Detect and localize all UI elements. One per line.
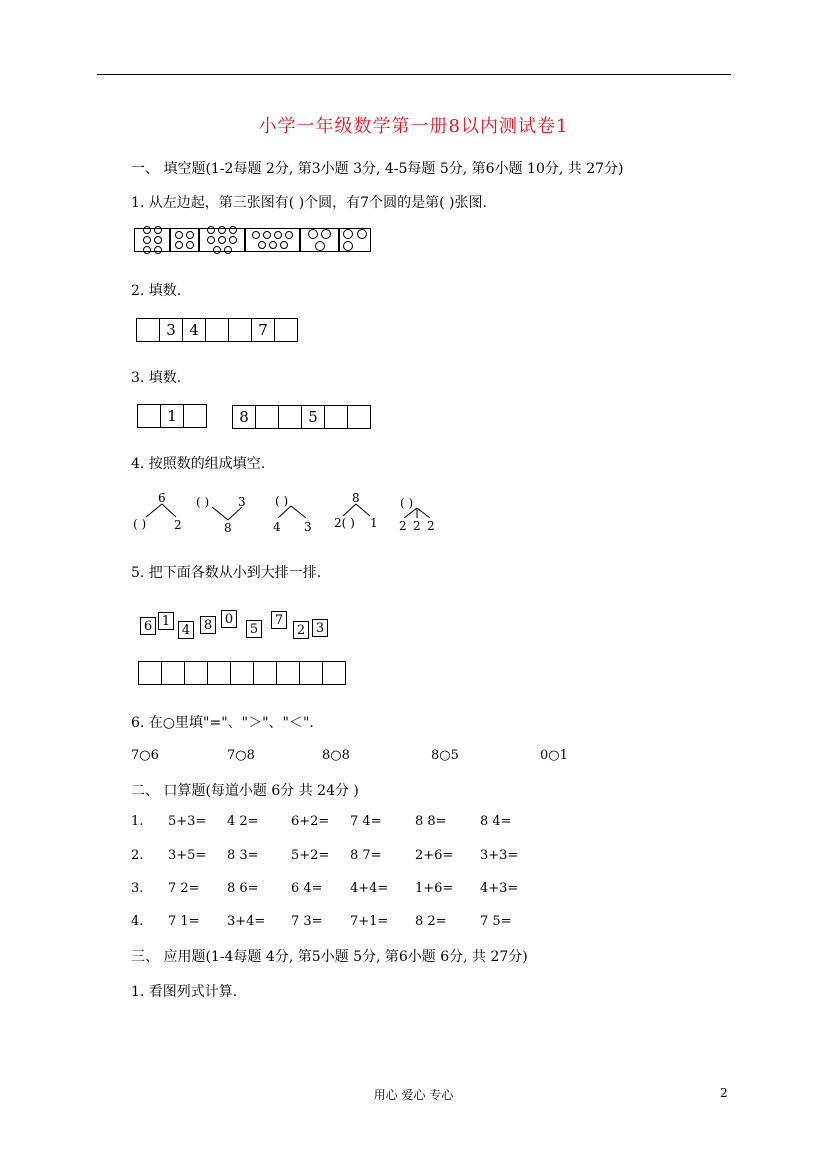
tree-5-left: 2 <box>399 519 407 533</box>
page-footer: 用心 爱心 专心 <box>373 1088 454 1102</box>
answer-cell[interactable] <box>276 661 300 685</box>
dot-card-3 <box>199 228 245 252</box>
calc-problem[interactable]: 3+4= <box>227 914 266 929</box>
header-rule <box>97 74 731 75</box>
calc-problem[interactable]: 3+5= <box>168 848 207 863</box>
answer-cell[interactable] <box>207 661 231 685</box>
answer-cell[interactable] <box>184 661 208 685</box>
tree-5-mid: 2 <box>413 519 421 533</box>
calc-problem[interactable]: 7 5= <box>480 914 512 929</box>
dot-card-2 <box>170 228 199 252</box>
calc-problem[interactable]: 7 4= <box>350 814 382 829</box>
number-cell[interactable]: 4 <box>182 318 206 342</box>
answer-cell[interactable] <box>230 661 254 685</box>
number-cell[interactable]: 8 <box>232 405 256 429</box>
number-card[interactable]: 0 <box>221 610 237 628</box>
number-cell[interactable] <box>205 318 229 342</box>
compare-item[interactable]: 0○1 <box>540 748 568 763</box>
q3-number-row-a <box>137 404 207 428</box>
s3-q1-text: 1. 看图列式计算. <box>131 984 238 1000</box>
number-cell[interactable]: 3 <box>159 318 183 342</box>
calc-problem[interactable]: 6+2= <box>291 814 330 829</box>
tree-1-right: 2 <box>174 518 182 532</box>
tree-3-top: ( ) <box>275 494 289 508</box>
q4-text: 4. 按照数的组成填空. <box>131 456 266 472</box>
calc-problem[interactable]: 7 3= <box>291 914 323 929</box>
calc-row-number: 4. <box>131 914 144 929</box>
answer-cell[interactable] <box>253 661 277 685</box>
calc-problem[interactable]: 8 8= <box>415 814 447 829</box>
number-card[interactable]: 8 <box>200 616 216 634</box>
answer-cell[interactable] <box>161 661 185 685</box>
calc-problem[interactable]: 7+1= <box>350 914 389 929</box>
calc-problem[interactable]: 8 2= <box>415 914 447 929</box>
tree-2-top-left: ( ) <box>196 495 210 509</box>
compare-item[interactable]: 7○6 <box>131 748 159 763</box>
tree-2-bottom: 8 <box>224 521 232 535</box>
calc-problem[interactable]: 5+2= <box>291 848 330 863</box>
tree-3-right: 3 <box>304 520 312 534</box>
calc-problem[interactable]: 5+3= <box>168 814 207 829</box>
q6-text: 6. 在○里填"="、"＞"、"＜". <box>131 715 314 731</box>
calc-problem[interactable]: 2+6= <box>415 848 454 863</box>
dot-card-6 <box>339 228 371 252</box>
calc-problem[interactable]: 8 3= <box>227 848 259 863</box>
number-cell[interactable]: 7 <box>251 318 275 342</box>
compare-item[interactable]: 8○8 <box>322 748 350 763</box>
number-card[interactable]: 2 <box>293 621 309 639</box>
calc-problem[interactable]: 7 2= <box>168 881 200 896</box>
dot-card-4 <box>245 228 300 252</box>
tree-1-left: ( ) <box>133 517 147 531</box>
tree-4-top: 8 <box>352 491 360 505</box>
number-cell[interactable] <box>255 405 279 429</box>
number-cell[interactable]: 5 <box>301 405 325 429</box>
answer-cell[interactable] <box>322 661 346 685</box>
answer-cell[interactable] <box>138 661 162 685</box>
q5-text: 5. 把下面各数从小到大排一排. <box>131 565 322 581</box>
q1-text: 1. 从左边起，第三张图有( )个圆，有7个圆的是第( )张图. <box>131 195 487 211</box>
tree-3-left: 4 <box>273 520 281 534</box>
tree-5-top: ( ) <box>400 496 414 510</box>
number-cell[interactable] <box>228 318 252 342</box>
number-card[interactable]: 6 <box>140 617 156 635</box>
compare-item[interactable]: 7○8 <box>227 748 255 763</box>
number-card[interactable]: 3 <box>312 619 328 637</box>
number-cell[interactable] <box>324 405 348 429</box>
calc-row-number: 3. <box>131 881 144 896</box>
tree-2-top-right: 3 <box>238 495 246 509</box>
q5-answer-row <box>138 661 346 685</box>
number-card[interactable]: 7 <box>271 611 287 629</box>
calc-problem[interactable]: 4+4= <box>350 881 389 896</box>
number-card[interactable]: 4 <box>178 621 194 639</box>
tree-5-right: 2 <box>427 519 435 533</box>
section3-heading: 三、 应用题(1-4每题 4分, 第5小题 5分, 第6小题 6分, 共 27分) <box>131 949 528 965</box>
tree-1 <box>146 504 176 517</box>
calc-problem[interactable]: 8 4= <box>480 814 512 829</box>
number-cell[interactable] <box>137 404 161 428</box>
number-cell[interactable] <box>183 404 207 428</box>
number-cell[interactable] <box>347 405 371 429</box>
dot-card-5 <box>300 228 339 252</box>
number-card[interactable]: 5 <box>246 620 262 638</box>
q2-text: 2. 填数. <box>131 283 182 299</box>
calc-row-number: 1. <box>131 814 144 829</box>
section1-heading: 一、 填空题(1-2每题 2分, 第3小题 3分, 4-5每题 5分, 第6小题 10分, 共 27分) <box>131 161 624 177</box>
calc-problem[interactable]: 1+6= <box>415 881 454 896</box>
calc-problem[interactable]: 7 1= <box>168 914 200 929</box>
page-title: 小学一年级数学第一册8以内测试卷1 <box>258 116 569 137</box>
calc-row-number: 2. <box>131 848 144 863</box>
q3-text: 3. 填数. <box>131 370 182 386</box>
number-cell[interactable] <box>136 318 160 342</box>
q3-number-row-b <box>232 405 371 429</box>
calc-problem[interactable]: 3+3= <box>480 848 519 863</box>
calc-problem[interactable]: 4 2= <box>227 814 259 829</box>
number-cell[interactable] <box>278 405 302 429</box>
number-cell[interactable] <box>274 318 298 342</box>
calc-problem[interactable]: 4+3= <box>480 881 519 896</box>
tree-1-top: 6 <box>158 491 166 505</box>
q2-number-row <box>136 318 298 342</box>
tree-4-left: 2( ) <box>334 516 355 530</box>
compare-item[interactable]: 8○5 <box>431 748 459 763</box>
page-number: 2 <box>720 1086 728 1100</box>
dot-card-1 <box>134 228 170 252</box>
tree-4-right: 1 <box>370 516 378 530</box>
calc-problem[interactable]: 8 6= <box>227 881 259 896</box>
answer-cell[interactable] <box>299 661 323 685</box>
section2-heading: 二、 口算题(每道小题 6分 共 24分 ) <box>131 783 359 799</box>
number-card[interactable]: 1 <box>158 612 174 630</box>
calc-problem[interactable]: 6 4= <box>291 881 323 896</box>
composition-trees <box>128 490 448 536</box>
calc-problem[interactable]: 8 7= <box>350 848 382 863</box>
number-cell[interactable]: 1 <box>160 404 184 428</box>
